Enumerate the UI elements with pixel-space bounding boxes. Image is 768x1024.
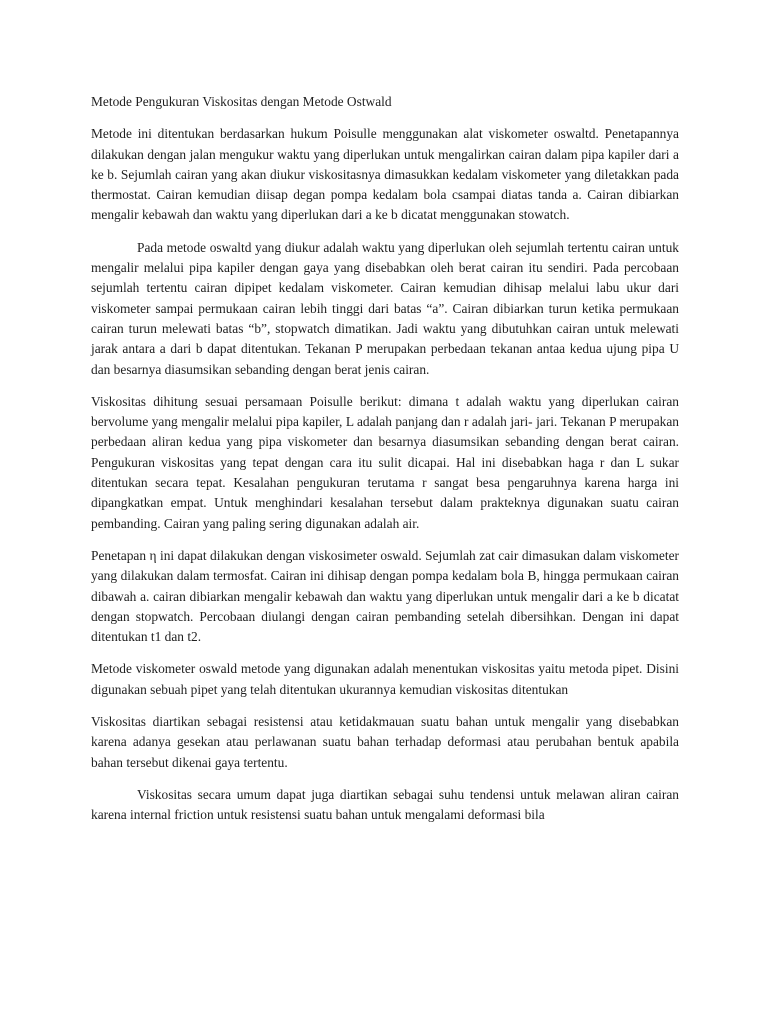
paragraph: Metode viskometer oswald metode yang digunakan adalah menentukan viskositas yaitu metoda pipet. Disini digunakan sebuah pipet yang telah ditentukan ukurannya kemudian viskositas ditentukan [91,661,679,697]
document-body [91,92,679,838]
paragraph: Metode ini ditentukan berdasarkan hukum Poisulle menggunakan alat viskometer oswaltd. Penetapannya dilakukan dengan jalan mengukur waktu yang diperlukan untuk mengalirkan cairan dalam pipa kapiler dari a ke b. Sejumlah cairan yang akan diukur viskositasnya dimasukkan kedalam viskometer yang diletakkan pada thermostat. Cairan kemudian diisap degan pompa kedalam bola csampai diatas tanda a. Cairan dibiarkan mengalir kebawah dan waktu yang diperlukan dari a ke b dicatat menggunakan stowatch. [91,126,679,223]
paragraph: Viskositas secara umum dapat juga diartikan sebagai suhu tendensi untuk melawan aliran cairan karena internal friction untuk resistensi suatu bahan untuk mengalami deformasi bila [91,786,679,823]
paragraph: Viskositas dihitung sesuai persamaan Poisulle berikut: dimana t adalah waktu yang diperlukan cairan bervolume yang mengalir melalui pipa kapiler, L adalah panjang dan r adalah jari- jari. Tekanan P merupakan perbedaan aliran kedua yang pipa viskometer dan besarnya diasumsikan sebanding dengan berat cairan. Pengukuran viskositas yang tepat dengan cara itu sulit dicapai. Hal ini disebabkan haga r dan L sukar ditentukan secara tepat. Kesalahan pengukuran terutama r sangat besa pengaruhnya karena harga ini dipangkatkan empat. Untuk menghindari kesalahan tersebut dalam prakteknya digunakan suatu cairan pembanding. Cairan yang paling sering digunakan adalah air. [91,393,679,531]
paragraph: Pada metode oswaltd yang diukur adalah waktu yang diperlukan oleh sejumlah tertentu cairan untuk mengalir melalui pipa kapiler dengan gaya yang disebabkan oleh berat cairan itu sendiri. Pada percobaan sejumlah tertentu cairan dipipet kedalam viskometer. Cairan kemudian dihisap melalui labu ukur dari viskometer sampai permukaan cairan lebih tinggi dari batas “a”. Cairan dibiarkan turun ketika permukaan cairan turun melewati batas “b”, stopwatch dimatikan. Jadi waktu yang dibutuhkan cairan untuk melewati jarak antara a dari b dapat ditentukan. Tekanan P merupakan perbedaan tekanan antaa kedua ujung pipa U dan besarnya diasumsikan sebanding dengan berat jenis cairan. [91,239,679,377]
paragraph: Penetapan η ini dapat dilakukan dengan viskosimeter oswald. Sejumlah zat cair dimasukan dalam viskometer yang dilakukan dalam termosfat. Cairan ini dihisap dengan pompa kedalam bola B, hingga permukaan cairan dibawah a. cairan dibiarkan mengalir kebawah dan waktu yang diperlukan untuk mengalir dari a ke b dicatat dengan stopwatch. Percobaan diulangi dengan cairan pembanding setelah dibersihkan. Dengan ini dapat ditentukan t1 dan t2. [91,547,679,645]
document-title: Metode Pengukuran Viskositas dengan Metode Ostwald [91,94,392,109]
paragraph: Viskositas diartikan sebagai resistensi atau ketidakmauan suatu bahan untuk mengalir yang disebabkan karena adanya gesekan atau perlawanan suatu bahan terhadap deformasi atau perubahan bentuk apabila bahan tersebut dikenai gaya tertentu. [91,714,679,770]
